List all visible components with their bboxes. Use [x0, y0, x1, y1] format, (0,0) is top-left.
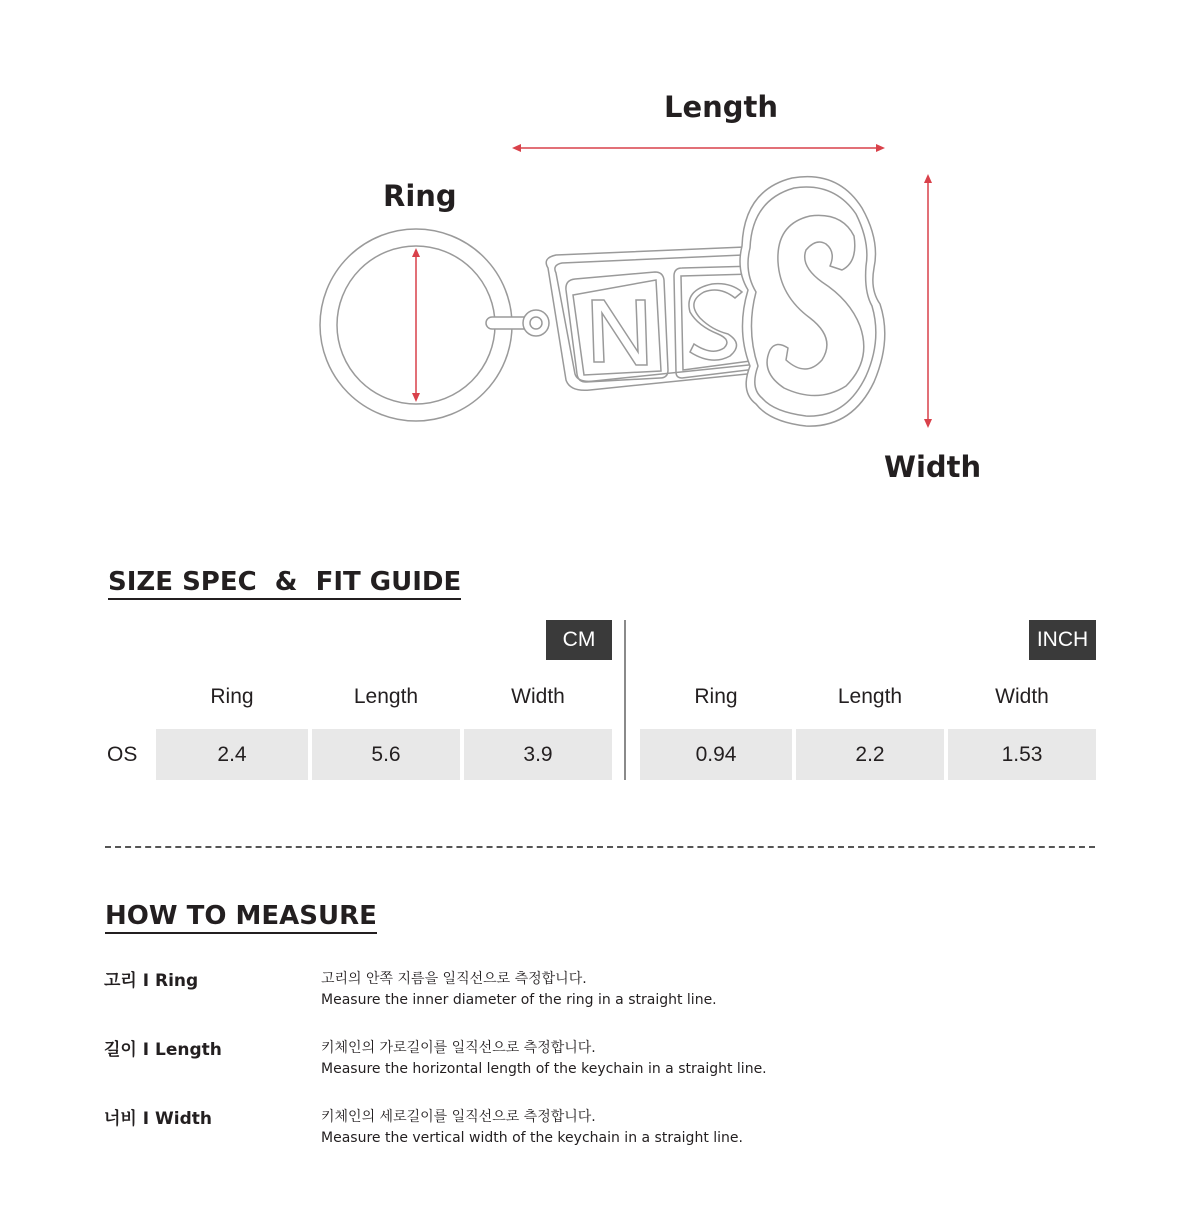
- cm-value-width: 3.9: [464, 729, 612, 780]
- length-label: Length: [664, 90, 779, 124]
- size-row-label: OS: [107, 743, 138, 766]
- cm-header-width: Width: [511, 685, 565, 708]
- measure-label-length: 길이 I Length: [104, 1040, 222, 1060]
- inch-value-width: 1.53: [948, 729, 1096, 780]
- measure-label-ring: 고리 I Ring: [104, 971, 199, 991]
- inch-header-ring: Ring: [694, 685, 738, 708]
- cm-header-ring: Ring: [210, 685, 254, 708]
- big-s-shape: [740, 177, 885, 426]
- length-arrow: [512, 144, 885, 152]
- connector-link: [486, 310, 549, 336]
- inch-value-ring: 0.94: [640, 729, 792, 780]
- cm-value-ring: 2.4: [156, 729, 308, 780]
- inch-header-length: Length: [837, 685, 903, 708]
- inch-value-length: 2.2: [796, 729, 944, 780]
- size-spec-title: SIZE SPEC & FIT GUIDE: [108, 567, 461, 600]
- measure-en-width: Measure the vertical width of the keychain in a straight line.: [321, 1130, 743, 1146]
- inch-unit-badge: INCH: [1029, 620, 1096, 660]
- inch-header-width: Width: [995, 685, 1049, 708]
- measure-ko-width: 키체인의 세로길이를 일직선으로 측정합니다.: [321, 1109, 596, 1125]
- width-arrow: [924, 174, 932, 428]
- cm-header-length: Length: [353, 685, 419, 708]
- unit-divider: [624, 620, 626, 780]
- keychain-diagram: [0, 0, 1200, 520]
- ring-arrow: [412, 248, 420, 402]
- how-to-measure-title: HOW TO MEASURE: [105, 901, 377, 934]
- cm-unit-badge: CM: [546, 620, 612, 660]
- measure-ko-ring: 고리의 안쪽 지름을 일직선으로 측정합니다.: [321, 971, 587, 987]
- ring-label: Ring: [383, 179, 457, 213]
- cm-value-length: 5.6: [312, 729, 460, 780]
- measure-label-width: 너비 I Width: [104, 1109, 212, 1129]
- width-label: Width: [884, 450, 982, 484]
- measure-ko-length: 키체인의 가로길이를 일직선으로 측정합니다.: [321, 1040, 596, 1056]
- measure-en-ring: Measure the inner diameter of the ring in a straight line.: [321, 992, 717, 1008]
- measure-en-length: Measure the horizontal length of the keychain in a straight line.: [321, 1061, 767, 1077]
- section-divider: [105, 846, 1095, 848]
